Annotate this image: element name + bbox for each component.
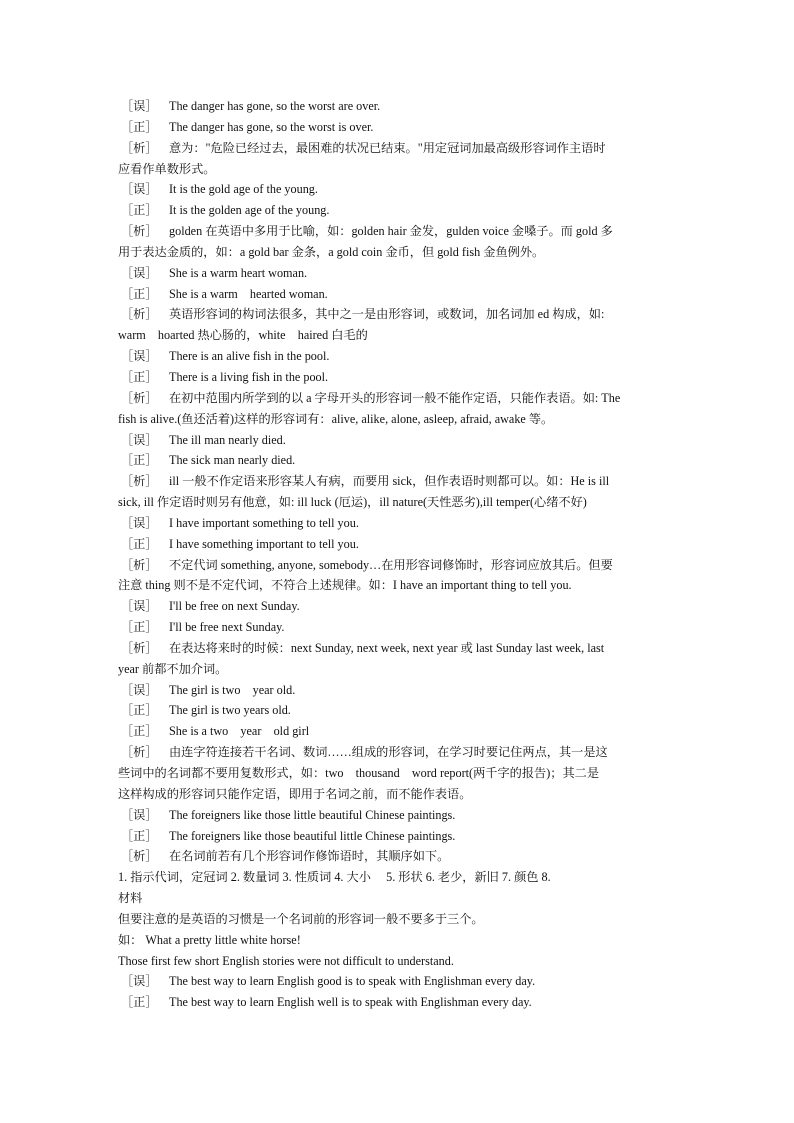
line-text: I'll be free next Sunday. [169, 620, 285, 635]
line-text: She is a warm heart woman. [169, 265, 308, 280]
line-text: 由连字符连接若干名词、数词……组成的形容词，在学习时要记住两点，其一是这 [169, 745, 608, 760]
line-text: sick, ill 作定语时则另有他意，如: ill luck (厄运)，ill nature(天性恶劣),ill temper(心绪不好) [118, 495, 587, 510]
line-text: 应看作单数形式。 [118, 161, 216, 176]
text-line [118, 117, 678, 138]
line-tag: ［误］ [121, 99, 158, 113]
text-line [118, 138, 678, 159]
line-text: The foreigners like those beautiful little Chinese paintings. [169, 828, 456, 843]
line-text: 些词中的名词都不要用复数形式，如：two thousand word report(两千字的报告)；其二是 [118, 766, 600, 780]
line-tag: ［正］ [121, 828, 158, 843]
line-tag: ［误］ [121, 599, 158, 614]
text-line [118, 763, 678, 784]
line-text: It is the golden age of the young. [169, 203, 330, 218]
line-tag: ［正］ [121, 995, 158, 1010]
text-line [118, 200, 678, 221]
line-text: The sick man nearly died. [169, 453, 296, 468]
line-tag: ［正］ [121, 203, 158, 218]
text-line [118, 367, 678, 388]
text-line [118, 263, 678, 284]
text-line [118, 388, 678, 409]
line-text: 但要注意的是英语的习惯是一个名词前的形容词一般不要多于三个。 [118, 911, 484, 926]
text-line [118, 513, 678, 534]
line-text: 在初中范围内所学到的以 a 字母开头的形容词一般不能作定语，只能作表语。如: The [169, 390, 621, 405]
text-line [118, 700, 678, 721]
line-text: 如： What a pretty little white horse! [118, 932, 301, 947]
text-line [118, 992, 678, 1013]
line-tag: ［析］ [121, 390, 158, 405]
text-line [118, 471, 678, 492]
line-tag: ［误］ [121, 265, 158, 280]
line-tag: ［正］ [121, 369, 158, 384]
text-line [118, 784, 678, 805]
line-text: fish is alive.(鱼还活着)这样的形容词有：alive, alike, alone, asleep, afraid, awake 等。 [118, 411, 554, 426]
line-text: I'll be free on next Sunday. [169, 599, 300, 614]
text-line [118, 242, 678, 263]
text-line [118, 638, 678, 659]
line-tag: ［误］ [121, 807, 158, 822]
text-line [118, 826, 678, 847]
text-line [118, 867, 678, 888]
text-line [118, 846, 678, 867]
line-tag: ［正］ [121, 286, 158, 301]
line-text: 这样构成的形容词只能作定语，即用于名词之前，而不能作表语。 [118, 786, 472, 801]
line-text: 材料 [118, 891, 143, 906]
text-line [118, 909, 678, 930]
line-text: The danger has gone, so the worst is over. [169, 119, 374, 134]
text-line [118, 492, 678, 513]
line-text: golden 在英语中多用于比喻，如：golden hair 金发，gulden voice 金嗓子。而 gold 多 [169, 224, 613, 239]
line-tag: ［正］ [121, 703, 158, 718]
line-tag: ［析］ [121, 745, 158, 760]
line-text: ill 一般不作定语来形容某人有病，而要用 sick，但作表语时则都可以。如：He is ill [169, 474, 610, 489]
line-text: 1. 指示代词，定冠词 2. 数量词 3. 性质词 4. 大小 5. 形状 6. 老少，新旧 7. 颜色 8. [118, 870, 551, 885]
text-line [118, 430, 678, 451]
line-text: 英语形容词的构词法很多，其中之一是由形容词，或数词，加名词加 ed 构成，如: [169, 307, 605, 322]
text-line [118, 680, 678, 701]
text-line [118, 450, 678, 471]
text-line [118, 159, 678, 180]
text-line [118, 721, 678, 742]
text-line [118, 617, 678, 638]
line-text: The foreigners like those little beautiful Chinese paintings. [169, 807, 456, 822]
text-line [118, 971, 678, 992]
line-tag: ［误］ [121, 515, 158, 530]
line-text: There is a living fish in the pool. [169, 369, 329, 384]
text-line [118, 304, 678, 325]
text-line [118, 555, 678, 576]
text-line [118, 659, 678, 680]
line-text: There is an alive fish in the pool. [169, 349, 330, 364]
line-text: She is a two year old girl [169, 724, 310, 739]
text-line [118, 805, 678, 826]
line-tag: ［正］ [121, 119, 158, 134]
line-tag: ［正］ [121, 620, 158, 635]
line-text: She is a warm hearted woman. [169, 286, 328, 301]
line-tag: ［析］ [121, 307, 158, 322]
line-tag: ［析］ [121, 224, 158, 239]
line-text: I have important something to tell you. [169, 515, 359, 530]
line-text: 在名词前若有几个形容词作修饰语时，其顺序如下。 [169, 849, 450, 864]
text-line [118, 534, 678, 555]
line-text: The best way to learn English good is to speak with Englishman every day. [169, 974, 536, 989]
line-tag: ［析］ [121, 557, 158, 572]
line-text: It is the gold age of the young. [169, 182, 318, 197]
document-body [118, 96, 678, 1013]
line-text: The danger has gone, so the worst are over. [169, 99, 381, 113]
text-line [118, 325, 678, 346]
line-tag: ［析］ [121, 474, 158, 489]
line-tag: ［误］ [121, 349, 158, 364]
line-text: The girl is two years old. [169, 703, 291, 718]
line-tag: ［正］ [121, 536, 158, 551]
line-text: year 前都不加介词。 [118, 661, 228, 676]
text-line [118, 742, 678, 763]
text-line [118, 409, 678, 430]
text-line [118, 221, 678, 242]
line-tag: ［误］ [121, 974, 158, 989]
line-text: The ill man nearly died. [169, 432, 286, 447]
text-line [118, 951, 678, 972]
line-text: The best way to learn English well is to speak with Englishman every day. [169, 995, 532, 1010]
text-line [118, 179, 678, 200]
line-text: Those first few short English stories were not difficult to understand. [118, 953, 454, 968]
text-line [118, 888, 678, 909]
line-text: I have something important to tell you. [169, 536, 359, 551]
line-tag: ［析］ [121, 140, 158, 155]
line-text: 不定代词 something, anyone, somebody…在用形容词修饰时，形容词应放其后。但要 [169, 557, 613, 572]
text-line [118, 930, 678, 951]
line-text: warm hoarted 热心肠的，white haired 白毛的 [118, 328, 368, 343]
line-text: The girl is two year old. [169, 682, 296, 697]
line-tag: ［误］ [121, 682, 158, 697]
text-line [118, 575, 678, 596]
line-text: 用于表达金质的，如：a gold bar 金条，a gold coin 金币，但 gold fish 金鱼例外。 [118, 244, 545, 259]
text-line [118, 596, 678, 617]
text-line [118, 96, 678, 117]
line-text: 在表达将来时的时候：next Sunday, next week, next year 或 last Sunday last week, last [169, 640, 605, 655]
line-tag: ［正］ [121, 453, 158, 468]
line-tag: ［误］ [121, 182, 158, 197]
line-tag: ［正］ [121, 724, 158, 739]
line-text: 意为："危险已经过去，最困难的状况已结束。"用定冠词加最高级形容词作主语时 [169, 140, 606, 155]
line-tag: ［析］ [121, 640, 158, 655]
text-line [118, 346, 678, 367]
text-line [118, 284, 678, 305]
line-tag: ［析］ [121, 849, 158, 864]
line-tag: ［误］ [121, 432, 158, 447]
line-text: 注意 thing 则不是不定代词，不符合上述规律。如：I have an important thing to tell you. [118, 578, 572, 593]
